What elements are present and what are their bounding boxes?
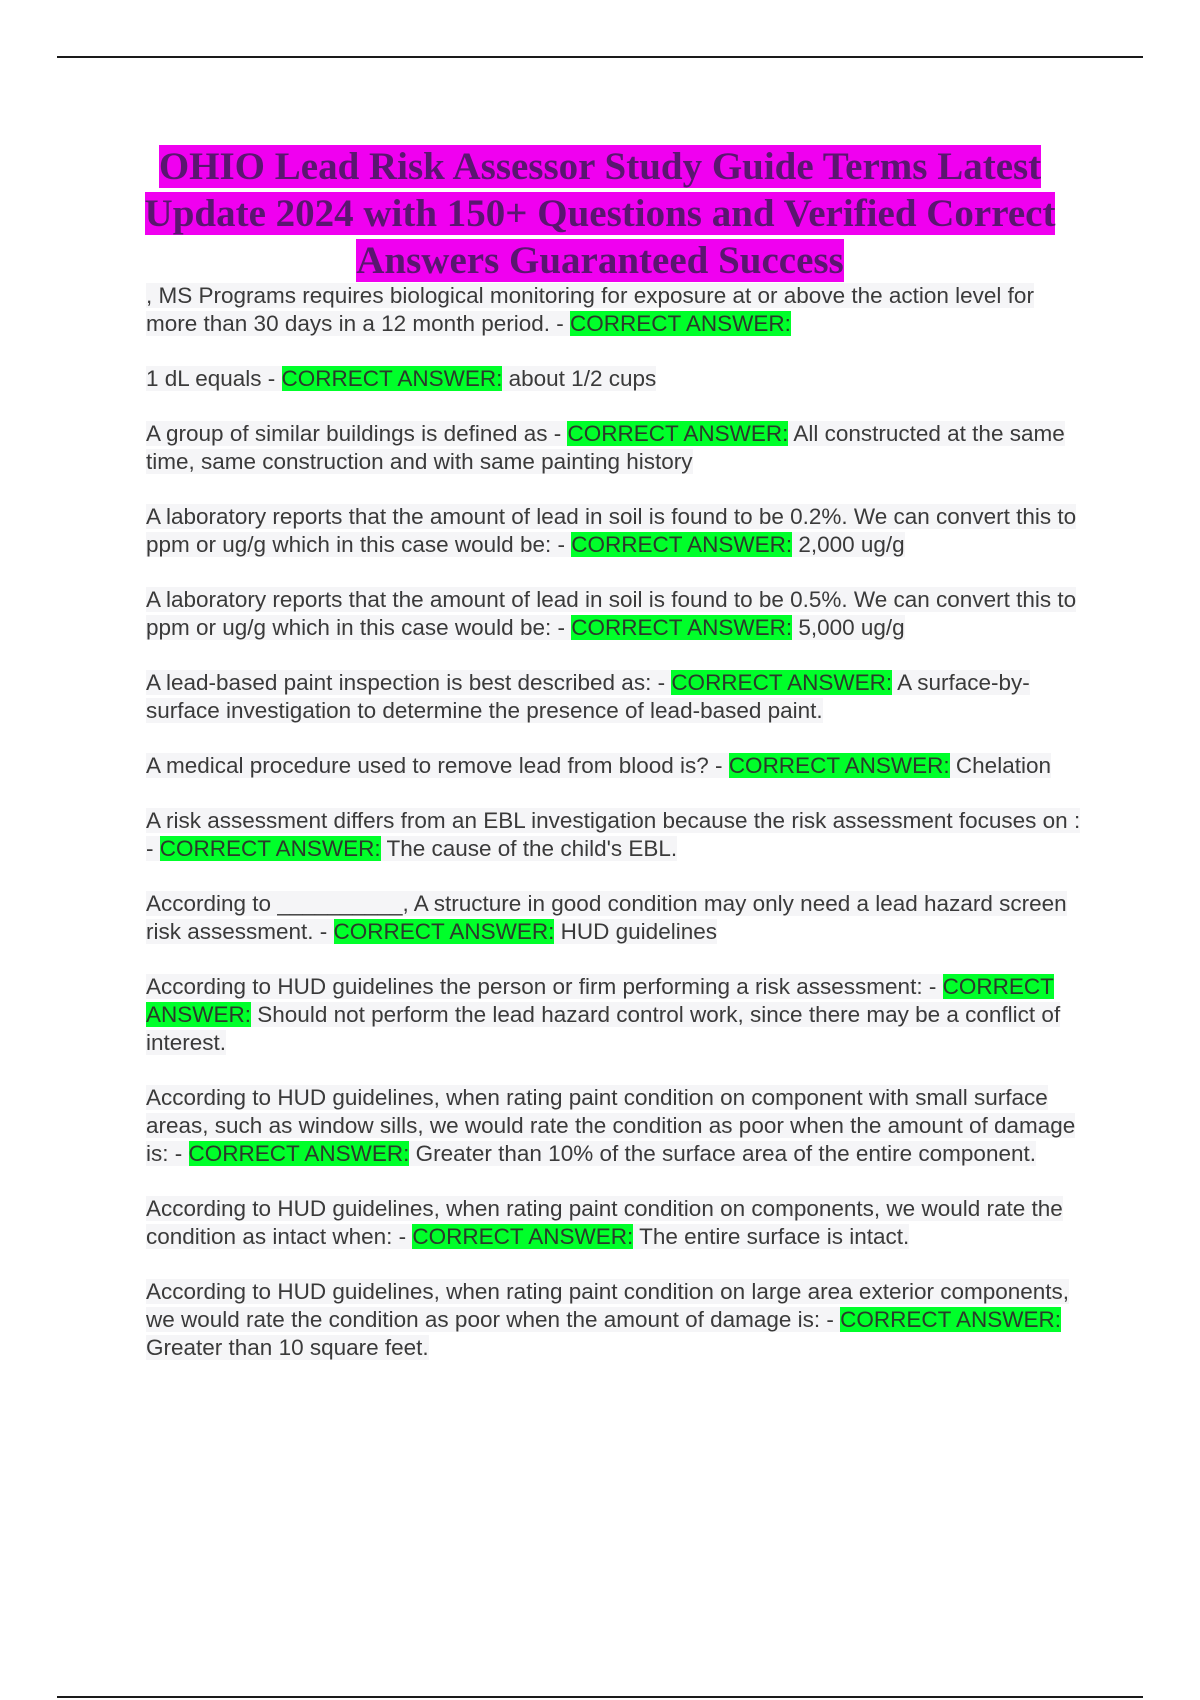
qa-item xyxy=(146,503,1086,559)
answer-label: CORRECT ANSWER: xyxy=(281,366,503,391)
question-text: A group of similar buildings is defined as - xyxy=(146,421,568,446)
answer-text: about 1/2 cups xyxy=(502,366,657,391)
question-text: According to __________, A structure in good condition may only need a lead hazard screen risk assessment. - xyxy=(146,891,1067,944)
answer-label: CORRECT ANSWER: xyxy=(571,532,793,557)
qa-list xyxy=(146,282,1086,1389)
question-text: A laboratory reports that the amount of lead in soil is found to be 0.5%. We can convert this to ppm or ug/g which in this case would be: - xyxy=(146,587,1077,640)
question-text: A laboratory reports that the amount of lead in soil is found to be 0.2%. We can convert this to ppm or ug/g which in this case would be: - xyxy=(146,504,1077,557)
answer-text: Greater than 10% of the surface area of the entire component. xyxy=(409,1141,1036,1166)
question-text: 1 dL equals - xyxy=(146,366,282,391)
answer-label: CORRECT ANSWER: xyxy=(671,670,893,695)
qa-item xyxy=(146,1278,1086,1362)
answer-text: All constructed at the same time, same construction and with same painting history xyxy=(146,421,1065,474)
qa-item xyxy=(146,752,1086,780)
answer-text: Chelation xyxy=(949,753,1051,778)
bottom-rule xyxy=(57,1696,1143,1698)
qa-item xyxy=(146,586,1086,642)
question-text: According to HUD guidelines, when rating paint condition on components, we would rate the condition as intact when: - xyxy=(146,1196,1063,1249)
answer-text: The entire surface is intact. xyxy=(633,1224,910,1249)
qa-item xyxy=(146,365,1086,393)
qa-item xyxy=(146,1084,1086,1168)
question-text: A medical procedure used to remove lead from blood is? - xyxy=(146,753,729,778)
document-title xyxy=(130,143,1070,284)
answer-text: The cause of the child's EBL. xyxy=(380,836,678,861)
top-rule xyxy=(57,56,1143,58)
answer-text: Greater than 10 square feet. xyxy=(146,1335,429,1360)
question-text: According to HUD guidelines, when rating paint condition on large area exterior components, we would rate the condition as poor when the amount of damage is: - xyxy=(146,1279,1070,1332)
qa-item xyxy=(146,669,1086,725)
qa-item xyxy=(146,807,1086,863)
question-text: According to HUD guidelines the person or firm performing a risk assessment: - xyxy=(146,974,943,999)
question-text: , MS Programs requires biological monitoring for exposure at or above the action level for more than 30 days in a 12 month period. - xyxy=(146,283,1034,336)
qa-item xyxy=(146,282,1086,338)
qa-item xyxy=(146,420,1086,476)
qa-item xyxy=(146,1195,1086,1251)
answer-text: 2,000 ug/g xyxy=(792,532,905,557)
answer-text: A surface-by-surface investigation to determine the presence of lead-based paint. xyxy=(146,670,1030,723)
question-text: According to HUD guidelines, when rating paint condition on component with small surface areas, such as window sills, we would rate the condition as poor when the amount of damage is: - xyxy=(146,1085,1076,1166)
question-text: A lead-based paint inspection is best described as: - xyxy=(146,670,672,695)
answer-text: Should not perform the lead hazard control work, since there may be a conflict of interest. xyxy=(146,1002,1061,1055)
answer-label: CORRECT ANSWER: xyxy=(567,421,789,446)
answer-label: CORRECT ANSWER: xyxy=(840,1307,1062,1332)
answer-label: CORRECT ANSWER: xyxy=(159,836,381,861)
qa-item xyxy=(146,973,1086,1057)
answer-text: 5,000 ug/g xyxy=(792,615,905,640)
answer-text: HUD guidelines xyxy=(554,919,717,944)
answer-label: CORRECT ANSWER: xyxy=(571,615,793,640)
answer-label: CORRECT ANSWER: xyxy=(728,753,950,778)
answer-label: CORRECT ANSWER: xyxy=(333,919,555,944)
title-text: OHIO Lead Risk Assessor Study Guide Terms Latest Update 2024 with 150+ Questions and Verified Correct Answers Guaranteed Success xyxy=(144,145,1056,282)
question-text: A risk assessment differs from an EBL investigation because the risk assessment focuses on : - xyxy=(146,808,1081,861)
answer-label: CORRECT ANSWER: xyxy=(570,311,791,336)
qa-item xyxy=(146,890,1086,946)
answer-label: CORRECT ANSWER: xyxy=(188,1141,410,1166)
answer-label: CORRECT ANSWER: xyxy=(146,974,1054,1027)
answer-label: CORRECT ANSWER: xyxy=(412,1224,634,1249)
